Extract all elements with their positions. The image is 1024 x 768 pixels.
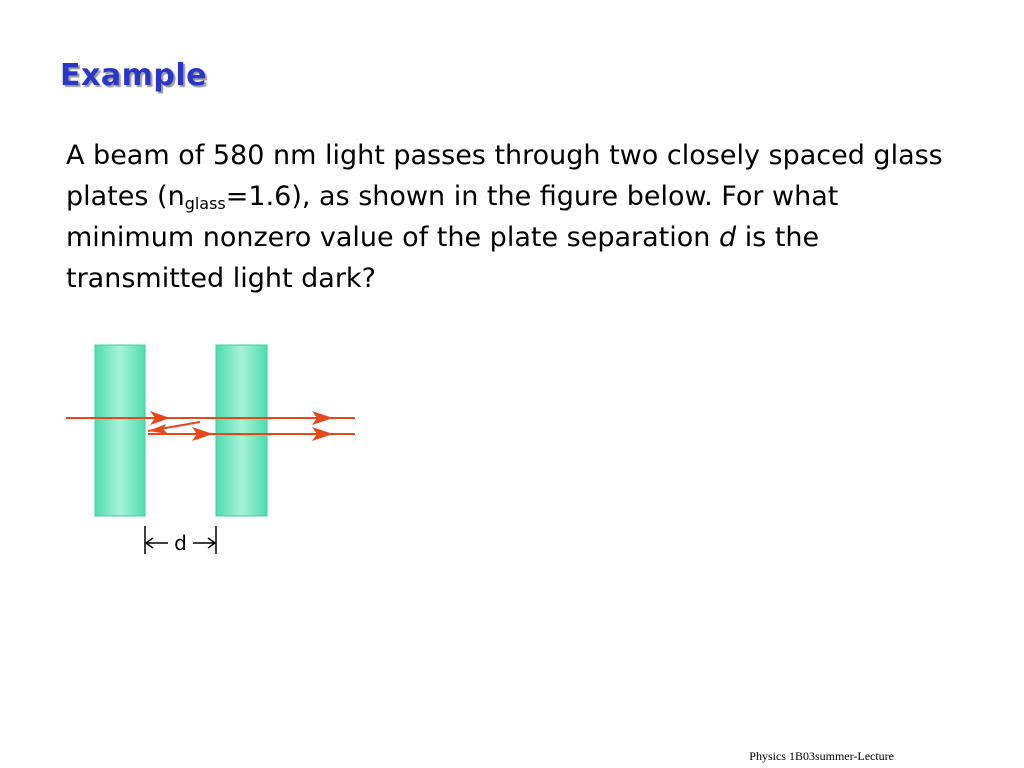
problem-text-part3: is the transmitted light dark? xyxy=(66,222,820,294)
glass-plates-figure xyxy=(62,340,362,564)
slide-footer: Physics 1B03summer-Lecture xyxy=(749,749,894,763)
problem-statement xyxy=(66,135,946,299)
slide-title: Example xyxy=(60,58,207,93)
left-glass-plate xyxy=(95,345,145,516)
separation-variable: d xyxy=(718,222,737,253)
problem-text-part2: =1.6), as shown in the figure below. For what minimum nonzero value of the plate separation xyxy=(66,181,839,253)
separation-label: d xyxy=(174,531,187,555)
right-glass-plate xyxy=(216,345,267,516)
problem-text-part1: A beam of 580 nm light passes through two closely spaced glass plates (n xyxy=(66,140,943,212)
glass-plates-diagram xyxy=(62,340,362,560)
glass-subscript: glass xyxy=(184,194,226,213)
